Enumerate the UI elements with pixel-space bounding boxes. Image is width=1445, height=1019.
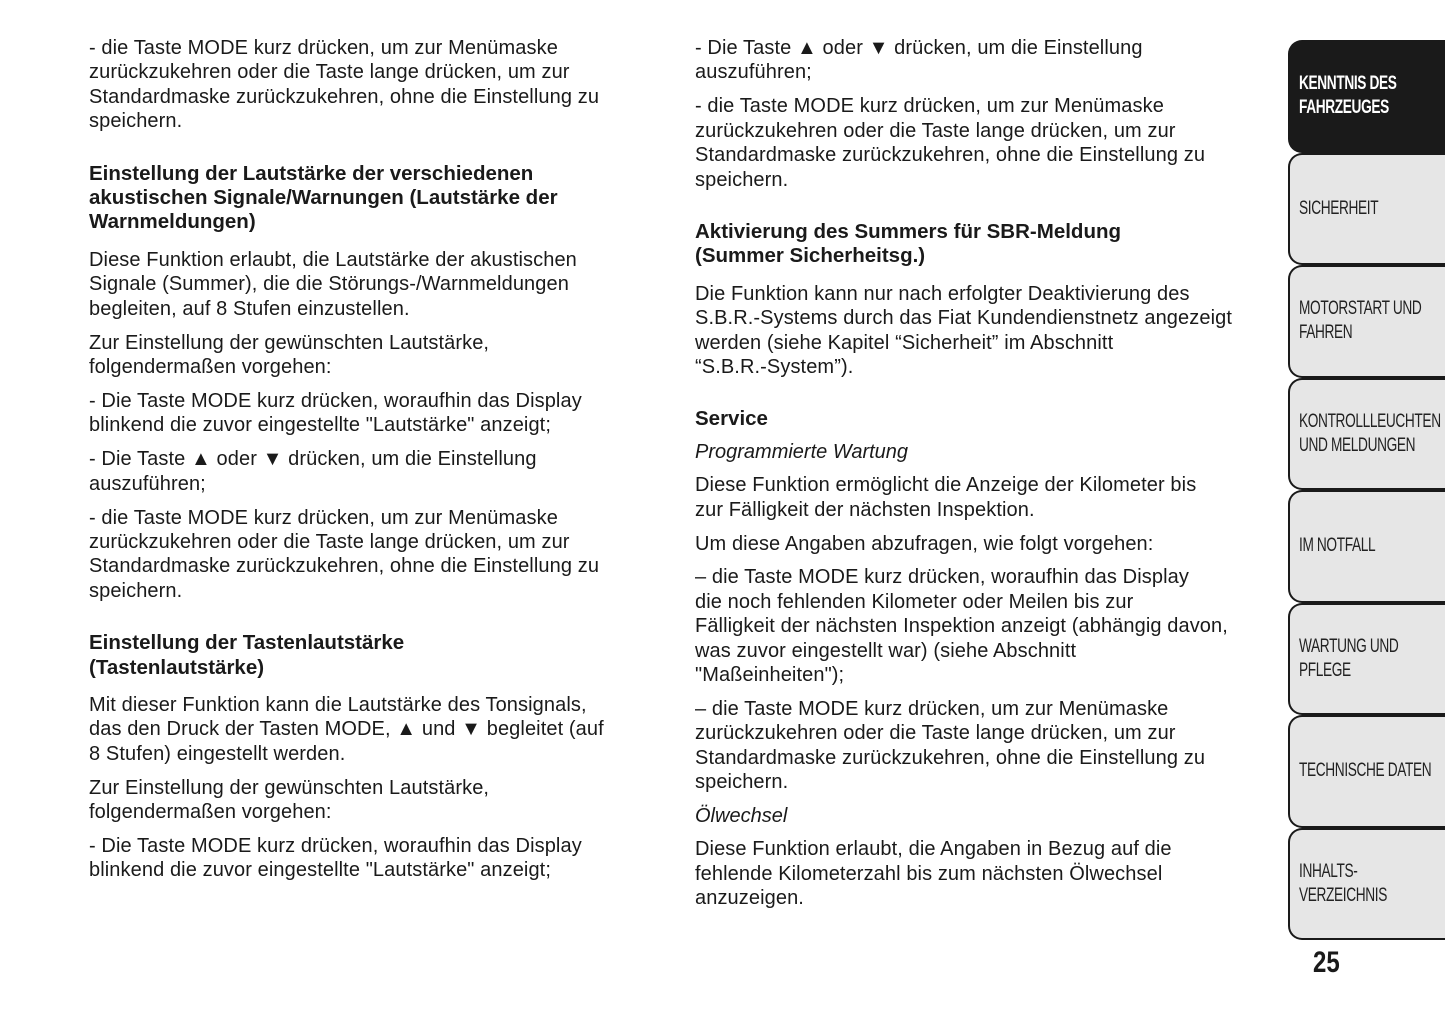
paragraph: Diese Funktion erlaubt, die Angaben in Bezug auf die fehlende Kilometerzahl bis zum nächsten Ölwechsel anzuzeigen. xyxy=(695,838,1172,910)
paragraph: Diese Funktion erlaubt, die Lautstärke der akustischen Signale (Summer), die die Störungs-/Warnmeldungen begleiten, auf 8 Stufen einzustellen. xyxy=(89,248,577,320)
chapter-tabs xyxy=(1288,40,1445,940)
paragraph: Mit dieser Funktion kann die Lautstärke des Tonsignals, das den Druck der Tasten MODE, ▲ und ▼ begleitet (auf 8 Stufen) eingestellt werden. xyxy=(89,693,604,765)
tab-kenntnis-des-fahrzeuges[interactable] xyxy=(1288,40,1445,153)
tab-technische-daten[interactable] xyxy=(1288,715,1445,828)
tab-kontrollleuchten[interactable] xyxy=(1288,378,1445,491)
paragraph: Diese Funktion ermöglicht die Anzeige der Kilometer bis zur Fälligkeit der nächsten Inspektion. xyxy=(695,474,1197,521)
left-column xyxy=(89,36,679,892)
paragraph: - Die Taste ▲ oder ▼ drücken, um die Einstellung auszuführen; xyxy=(89,448,537,495)
section-heading: Einstellung der Tastenlautstärke (Tastenlautstärke) xyxy=(89,631,405,679)
subheading: Programmierte Wartung xyxy=(695,440,909,463)
tab-label: TECHNISCHE DATEN xyxy=(1299,760,1432,782)
paragraph: Um diese Angaben abzufragen, wie folgt vorgehen: xyxy=(695,532,1154,555)
tab-sicherheit[interactable] xyxy=(1288,153,1445,266)
paragraph: - die Taste MODE kurz drücken, um zur Menümaske zurückzukehren oder die Taste lange drücken, um zur Standardmaske zurückzukehren, ohne die Einstellung zu speichern. xyxy=(89,506,600,602)
paragraph: - die Taste MODE kurz drücken, um zur Menümaske zurückzukehren oder die Taste lange drücken, um zur Standardmaske zurückzukehren, ohne die Einstellung zu speichern. xyxy=(89,37,600,133)
tab-inhaltsverzeichnis[interactable] xyxy=(1288,828,1445,941)
paragraph: – die Taste MODE kurz drücken, woraufhin das Display die noch fehlenden Kilometer oder Meilen bis zur Fälligkeit der nächsten Inspektion anzeigt (abhängig davon, was zuvor eingestellt war) (siehe Abschnitt "Maßeinheiten"); xyxy=(695,566,1228,687)
tab-label: KENNTNIS DES FAHRZEUGES xyxy=(1299,73,1397,119)
tab-wartung-und-pflege[interactable] xyxy=(1288,603,1445,716)
tab-im-notfall[interactable] xyxy=(1288,490,1445,603)
tab-label: KONTROLLLEUCHTEN UND MELDUNGEN xyxy=(1299,410,1441,456)
tab-label: MOTORSTART UND FAHREN xyxy=(1299,298,1422,344)
tab-motorstart-und-fahren[interactable] xyxy=(1288,265,1445,378)
paragraph: - Die Taste ▲ oder ▼ drücken, um die Einstellung auszuführen; xyxy=(695,37,1143,84)
tab-label: WARTUNG UND PFLEGE xyxy=(1299,635,1399,681)
paragraph: – die Taste MODE kurz drücken, um zur Menümaske zurückzukehren oder die Taste lange drücken, um zur Standardmaske zurückzukehren, ohne die Einstellung zu speichern. xyxy=(695,697,1206,794)
section-heading: Einstellung der Lautstärke der verschiedenen akustischen Signale/Warnungen (Lautstärke der Warnmeldungen) xyxy=(89,161,558,234)
right-column xyxy=(695,36,1285,920)
tab-label: IM NOTFALL xyxy=(1299,535,1376,557)
paragraph: Die Funktion kann nur nach erfolgter Deaktivierung des S.B.R.-Systems durch das Fiat Kundendienstnetz angezeigt werden (siehe Kapitel “Sicherheit” im Abschnitt “S.B.R.-System”). xyxy=(695,282,1232,378)
section-heading: Service xyxy=(695,407,768,431)
tab-label: SICHERHEIT xyxy=(1299,197,1379,219)
section-heading: Aktivierung des Summers für SBR-Meldung (Summer Sicherheitsg.) xyxy=(695,219,1122,268)
paragraph: - Die Taste MODE kurz drücken, woraufhin das Display blinkend die zuvor eingestellte "Lautstärke" anzeigt; xyxy=(89,834,582,882)
paragraph: Zur Einstellung der gewünschten Lautstärke, folgendermaßen vorgehen: xyxy=(89,776,490,824)
paragraph: Zur Einstellung der gewünschten Lautstärke, folgendermaßen vorgehen: xyxy=(89,331,490,378)
page-number: 25 xyxy=(1313,946,1340,979)
tab-label: INHALTS- VERZEICHNIS xyxy=(1299,860,1388,906)
subheading: Ölwechsel xyxy=(695,805,788,828)
paragraph: - die Taste MODE kurz drücken, um zur Menümaske zurückzukehren oder die Taste lange drücken, um zur Standardmaske zurückzukehren, ohne die Einstellung zu speichern. xyxy=(695,95,1206,191)
paragraph: - Die Taste MODE kurz drücken, woraufhin das Display blinkend die zuvor eingestellte "Lautstärke" anzeigt; xyxy=(89,389,582,437)
